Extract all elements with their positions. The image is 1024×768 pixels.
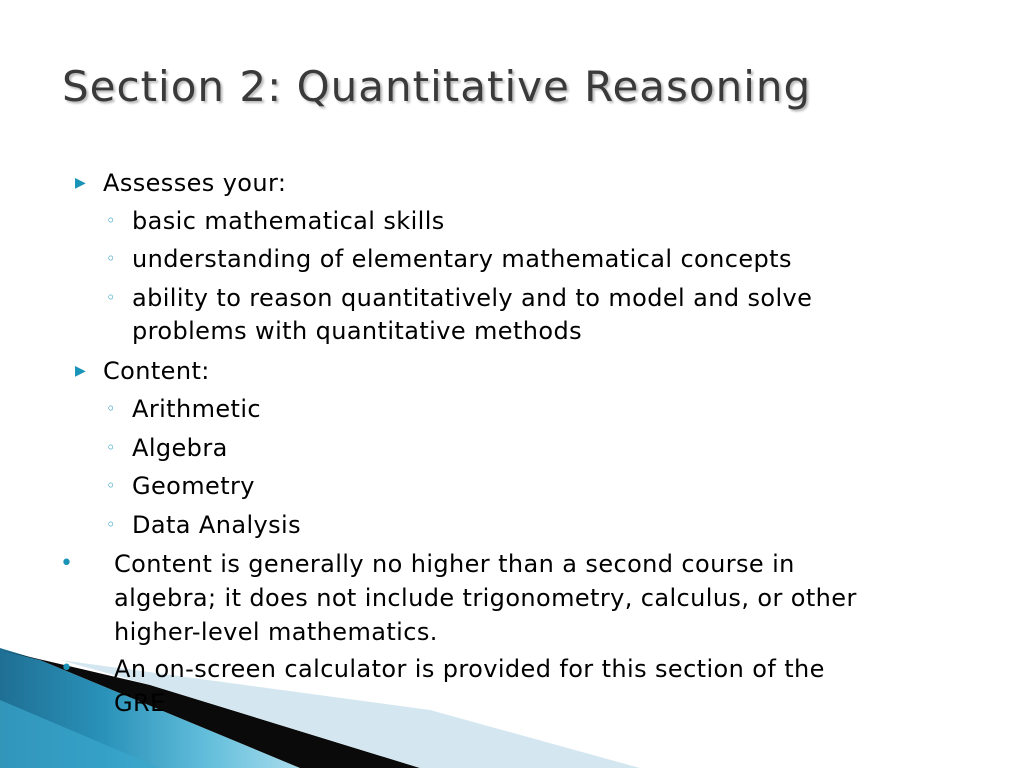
sub-bullet [106, 431, 228, 465]
sub-bullet-text: basic mathematical skills [132, 207, 445, 235]
sub-bullet-text: Arithmetic [132, 395, 261, 423]
sub-bullet [106, 242, 792, 276]
sub-bullet [106, 508, 301, 542]
sub-bullet-text: understanding of elementary mathematical concepts [132, 245, 792, 273]
bullet-assesses [75, 166, 286, 200]
circle-bullet-icon: ◦ [106, 476, 116, 495]
sub-bullet-text: Geometry [132, 472, 255, 500]
sub-bullet-text: ability to reason quantitatively and to model and solve [132, 284, 813, 312]
circle-bullet-icon: ◦ [106, 399, 116, 418]
circle-bullet-icon: ◦ [106, 249, 116, 268]
circle-bullet-icon: ◦ [106, 515, 116, 534]
circle-bullet-icon: ◦ [106, 288, 116, 307]
note-continuation [114, 686, 166, 720]
sub-bullet-text: problems with quantitative methods [132, 317, 583, 345]
sub-bullet [106, 469, 255, 503]
bullet-content [75, 354, 210, 388]
arrow-bullet-icon: ▶ [75, 175, 87, 191]
circle-bullet-icon: ◦ [106, 211, 116, 230]
sub-bullet [106, 392, 261, 426]
sub-bullet-continuation [132, 314, 582, 348]
bullet-text: Assesses your: [103, 169, 287, 197]
note-text: higher-level mathematics. [114, 618, 438, 646]
note-text: algebra; it does not include trigonometry, calculus, or other [114, 584, 857, 612]
sub-bullet [106, 281, 812, 315]
note-continuation [114, 581, 857, 615]
note-text: GRE [114, 689, 166, 717]
note-continuation [114, 615, 438, 649]
arrow-bullet-icon: ▶ [75, 363, 87, 379]
bullet-note [60, 652, 825, 686]
sub-bullet-text: Algebra [132, 434, 228, 462]
bullet-text: Content: [103, 357, 210, 385]
dot-bullet-icon: • [60, 656, 74, 681]
slide-title: Section 2: Quantitative Reasoning [62, 62, 812, 111]
dot-bullet-icon: • [60, 551, 74, 576]
sub-bullet [106, 204, 445, 238]
circle-bullet-icon: ◦ [106, 438, 116, 457]
note-text: Content is generally no higher than a second course in [114, 550, 795, 578]
bullet-note [60, 547, 795, 581]
sub-bullet-text: Data Analysis [132, 511, 302, 539]
note-text: An on-screen calculator is provided for this section of the [114, 655, 825, 683]
